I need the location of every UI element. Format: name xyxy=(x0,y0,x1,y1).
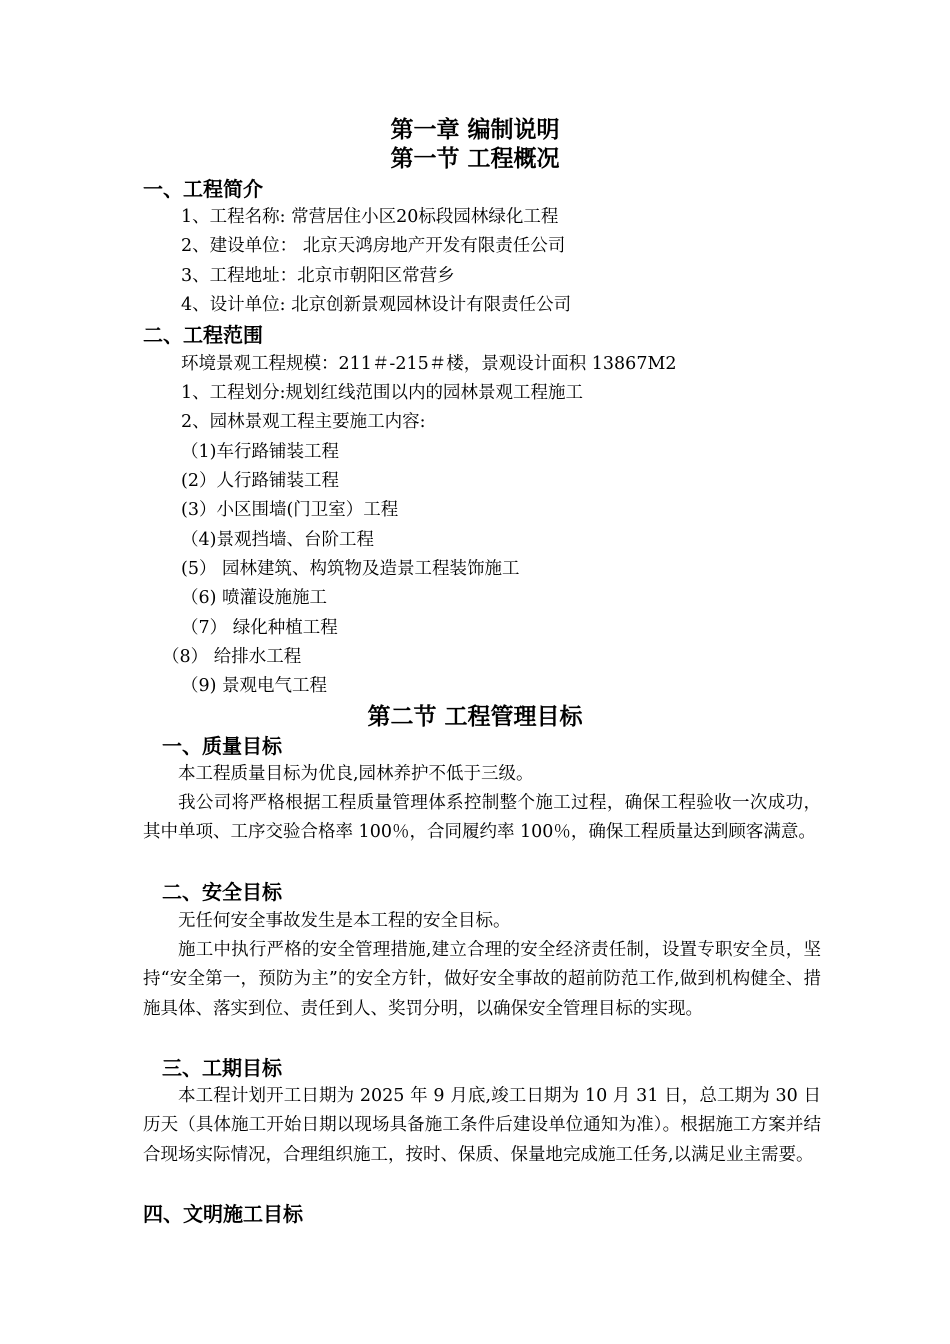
schedule-paragraph: 本工程计划开工日期为 2025 年 9 月底,竣工日期为 10 月 31 日，总工期为 30 日历天（具体施工开始日期以现场具备施工条件后建设单位通知为准）。根据施工方案并结合现场实际情况，合理组织施工，按时、保质、保量地完成施工任务,以满足业主需要。 xyxy=(143,1086,821,1165)
quality-paragraph: 我公司将严格根据工程质量管理体系控制整个施工过程，确保工程验收一次成功，其中单项、工序交验合格率 100％，合同履约率 100％，确保工程质量达到顾客满意。 xyxy=(143,793,821,843)
scope-content-item: （1)车行路铺装工程 xyxy=(181,442,339,462)
overview-heading: 一、工程简介 xyxy=(143,177,263,201)
scope-content-item: （7） 绿化种植工程 xyxy=(181,618,338,638)
schedule-heading: 三、工期目标 xyxy=(162,1056,282,1080)
overview-item: 1、工程名称: 常营居住小区20标段园林绿化工程 xyxy=(181,207,559,227)
safety-paragraph: 无任何安全事故发生是本工程的安全目标。 xyxy=(178,911,511,931)
quality-paragraph: 本工程质量目标为优良,园林养护不低于三级。 xyxy=(178,764,534,784)
scope-content-item: （4)景观挡墙、台阶工程 xyxy=(181,530,374,550)
scope-division: 1、工程划分:规划红线范围以内的园林景观工程施工 xyxy=(181,383,584,403)
safety-paragraph: 施工中执行严格的安全管理措施,建立合理的安全经济责任制，设置专职安全员，坚持“安全第一，预防为主”的安全方针，做好安全事故的超前防范工作,做到机构健全、措施具体、落实到位、责任到人、奖罚分明，以确保安全管理目标的实现。 xyxy=(143,940,821,1019)
scope-content-item: （8） 给排水工程 xyxy=(162,647,302,667)
scope-scale: 环境景观工程规模：211＃-215＃楼，景观设计面积 13867M2 xyxy=(181,354,677,374)
overview-item: 4、设计单位: 北京创新景观园林设计有限责任公司 xyxy=(181,295,572,315)
scope-content-item: (3）小区围墙(门卫室）工程 xyxy=(181,500,399,520)
section-1-title: 第一节 工程概况 xyxy=(390,145,560,172)
civilized-heading: 四、文明施工目标 xyxy=(143,1202,303,1226)
scope-content-item: (2）人行路铺装工程 xyxy=(181,471,339,491)
chapter-title: 第一章 编制说明 xyxy=(390,116,560,143)
scope-content-item: （6) 喷灌设施施工 xyxy=(181,588,328,608)
quality-heading: 一、质量目标 xyxy=(162,734,282,758)
scope-content-item: （9) 景观电气工程 xyxy=(181,676,328,696)
scope-heading: 二、工程范围 xyxy=(143,323,263,347)
overview-item: 2、建设单位： 北京天鸿房地产开发有限责任公司 xyxy=(181,236,566,256)
scope-content-item: (5） 园林建筑、构筑物及造景工程装饰施工 xyxy=(181,559,520,579)
section-2-title: 第二节 工程管理目标 xyxy=(367,703,583,730)
safety-heading: 二、安全目标 xyxy=(162,880,282,904)
overview-item: 3、工程地址：北京市朝阳区常营乡 xyxy=(181,266,455,286)
scope-contents-intro: 2、园林景观工程主要施工内容: xyxy=(181,412,426,432)
